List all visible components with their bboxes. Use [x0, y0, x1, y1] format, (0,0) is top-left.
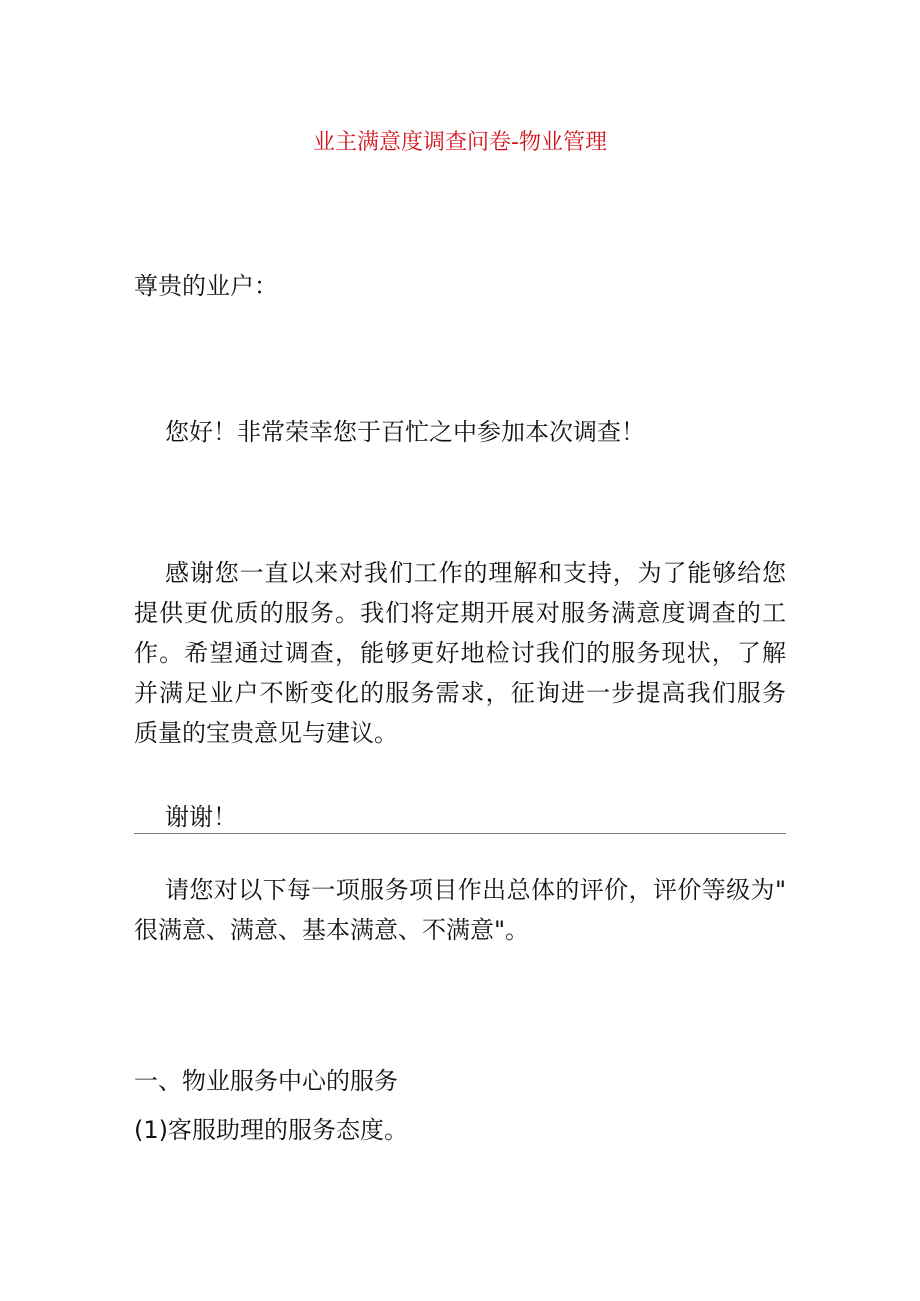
instruction-line: 请您对以下每一项服务项目作出总体的评价，评价等级为"	[165, 876, 786, 904]
document-title: 业主满意度调查问卷-物业管理	[313, 130, 607, 155]
instruction-line: 很满意、满意、基本满意、不满意"。	[134, 916, 530, 944]
salutation: 尊贵的业户：	[134, 272, 278, 300]
thanks-line: 谢谢！	[165, 803, 237, 831]
intro-line: 感谢您一直以来对我们工作的理解和支持，为了能够给您	[165, 559, 786, 587]
intro-line: 作。希望通过调查，能够更好地检讨我们的服务现状，了解	[134, 639, 786, 667]
intro-line: 质量的宝贵意见与建议。	[134, 719, 398, 747]
intro-paragraph	[134, 553, 786, 753]
horizontal-rule	[134, 833, 786, 834]
section-heading: 一、物业服务中心的服务	[134, 1067, 398, 1095]
greeting: 您好！非常荣幸您于百忙之中参加本次调查！	[165, 418, 645, 446]
intro-line: 并满足业户不断变化的服务需求，征询进一步提高我们服务	[134, 679, 786, 707]
intro-line: 提供更优质的服务。我们将定期开展对服务满意度调查的工	[134, 599, 786, 627]
instruction-paragraph	[134, 870, 786, 950]
survey-item: (1)客服助理的服务态度。	[134, 1116, 408, 1144]
